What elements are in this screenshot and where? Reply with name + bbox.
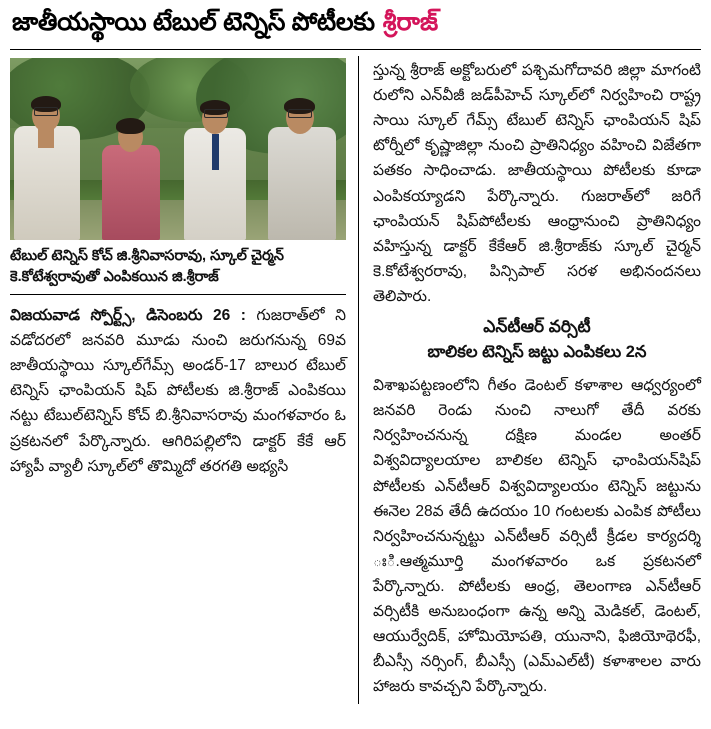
glasses-icon	[204, 109, 228, 118]
header-divider	[10, 49, 701, 50]
right-paragraph-2: విశాఖపట్టణంలోని గీతం డెంటల్ కళాశాల ఆధ్వర్యంలో జనవరి రెండు నుంచి నాలుగో తేదీ వరకు నిర్వహించనున్న దక్షిణ మండల అంతర్ విశ్వవిద్యాలయాల బాలికల టెన్నిస్ ఛాంపియన్‌షిప్ పోటీలకు ఎన్‌టీఆర్ విశ్వవిద్యాలయం టెన్నిస్ జట్టును ఈనెల 28వ తేదీ ఉదయం 10 గంటలకు ఎంపిక పోటీలు నిర్వహించనున్నట్టు ఎన్‌టీఆర్ వర్సిటీ క్రీడల కార్యదర్శి ఃి.ఆత్మమూర్తి మంగళవారం ఒక ప్రకటనలో పేర్కొన్నారు. పోటీలకు ఆంధ్ర, తెలంగాణ ఎన్‌టీఆర్ వర్సిటీకి అనుబంధంగా ఉన్న అన్ని మెడికల్, డెంటల్, ఆయుర్వేదిక్, హోమియోపతి, యునాని, ఫిజియోథెరఫీ, బీఎస్సీ నర్సింగ్, బీఎస్సీ (ఎమ్‌ఎల్‌టీ) కళాశాలల వారు హాజరు కావచ్చని పేర్కొన్నారు.	[372, 377, 701, 696]
glasses-icon	[288, 109, 312, 118]
brand-logo-text: శ్రీరాజ్	[382, 8, 439, 36]
subheading-girls-tennis: బాలికల టెన్నిస్ జట్టు ఎంపికలు 2న	[427, 343, 647, 362]
page-title: జాతీయస్థాయి టేబుల్ టెన్నిస్ పోటీలకు	[12, 8, 375, 36]
caption-divider	[10, 294, 346, 295]
person-body	[102, 145, 160, 240]
glasses-icon	[34, 107, 58, 116]
headline-row	[10, 6, 701, 49]
subheading-ntr-varsity: ఎన్‌టీఆర్ వర్సిటీ	[483, 317, 591, 337]
person-tie	[212, 134, 219, 170]
photo-caption: టేబుల్ టెన్నిస్ కోచ్ జి.శ్రీనివాసరావు, స్కూల్ చైర్మన్ కె.కోటేశ్వరావుతో ఎంపికయిన జి.శ్రీరాజ్	[10, 248, 284, 286]
person-body	[268, 127, 336, 240]
right-paragraph-1: స్తున్న శ్రీరాజ్ అక్టోబరులో పశ్చిమగోదావరి జిల్లా మాగంటి రులోని ఎన్‌వీజీ జడ్‌పీహెచ్ స్కూల్‌లో నిర్వహించి రాష్ట్ర సాయి స్కూల్ గేమ్స్ టేబుల్ టెన్నిస్ ఛాంపియన్ షిప్ టోర్నీలో కృష్ణాజిల్లా నుంచి ప్రాతినిధ్యం వహించి విజేతగా పతకం సాధించాడు. జాతీయస్థాయి పోటీలకు కూడా ఎంపికయ్యాడని పేర్కొన్నారు. గుజరాత్‌లో జరిగే ఛాంపియన్ షిప్‌పోటీలకు ఆంధ్రానుంచి ప్రాతినిధ్యం వహిస్తున్న డాక్టర్ కేకేఆర్ జి.శ్రీరాజ్‌కు స్కూల్ చైర్మన్ కె.కోటేశ్వరరావు, పిన్సిపాల్ సరళ అభినందనలు తెలిపారు.	[372, 62, 701, 305]
right-column	[359, 58, 701, 698]
left-column	[10, 58, 358, 698]
article-columns	[10, 58, 701, 698]
article-photo	[10, 58, 346, 240]
left-body-text: గుజరాత్‌లో ని వడోదరలో జనవరి మూడు నుంచి జరుగనున్న 69వ జాతీయస్థాయి స్కూల్‌గేమ్స్ అండర్-17 బాలుర టేబుల్ టెన్నిస్ ఛాంపియన్ షిప్ పోటీలకు జి.శ్రీరాజ్ ఎంపికయి నట్టు టేబుల్‌టెన్నిస్ కోచ్ బి.శ్రీనివాసరావు మంగళవారం ఓ ప్రకటనలో పేర్కొన్నారు. ఆగిరిపల్లిలోని డాక్టర్ కేకే ఆర్ హ్యాపీ వ్యాలీ స్కూల్‌లో తొమ్మిదో తరగతి అభ్యసి	[10, 307, 346, 475]
dateline: విజయవాడ స్పోర్ట్స్, డిసెంబరు 26 :	[10, 307, 246, 325]
person-hair	[116, 118, 145, 134]
dateline-paragraph	[10, 303, 346, 479]
